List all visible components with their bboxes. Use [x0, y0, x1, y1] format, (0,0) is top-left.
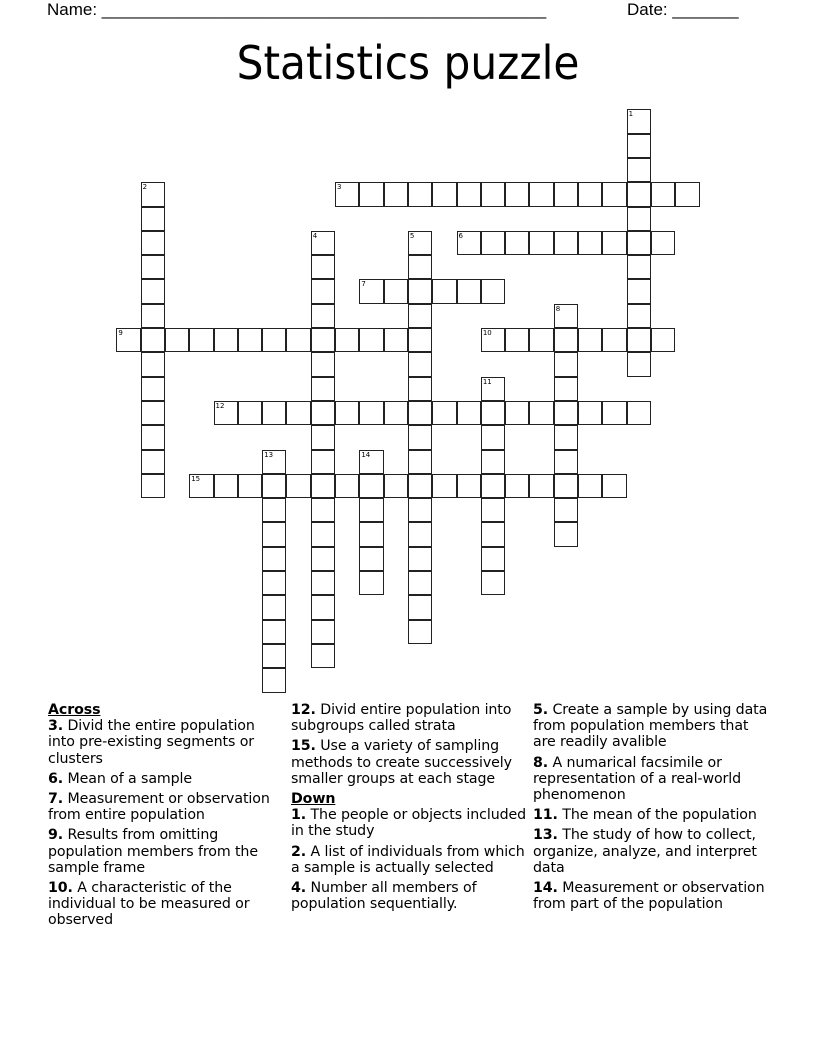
clue-number-label: 6: [458, 231, 463, 240]
grid-cell[interactable]: [286, 401, 310, 425]
grid-cell[interactable]: [189, 474, 213, 498]
clue-number: 3.: [48, 718, 64, 735]
grid-cell[interactable]: [238, 474, 262, 498]
grid-cell[interactable]: [311, 474, 335, 498]
grid-cell[interactable]: [262, 571, 286, 595]
grid-cell[interactable]: [529, 231, 553, 255]
grid-cell[interactable]: [141, 425, 165, 449]
clue-text: The study of how to collect, organize, analyze, and interpret data: [533, 827, 757, 876]
clue-item: [533, 807, 773, 823]
clue-number-label: 1: [628, 110, 634, 119]
grid-cell[interactable]: [554, 401, 578, 425]
grid-cell[interactable]: [408, 279, 432, 303]
grid-cell[interactable]: [651, 328, 675, 352]
grid-cell[interactable]: [384, 401, 408, 425]
grid-cell[interactable]: [602, 474, 626, 498]
name-field: Name: _______________________________________________: [47, 0, 547, 19]
clue-text: Measurement or observation from entire population: [48, 791, 270, 824]
grid-cell[interactable]: [262, 668, 286, 692]
grid-cell[interactable]: [554, 352, 578, 376]
grid-cell[interactable]: [627, 255, 651, 279]
clue-text: Divid the entire population into pre-existing segments or clusters: [48, 718, 255, 767]
clue-number: 2.: [291, 843, 307, 860]
grid-cell[interactable]: [627, 182, 651, 206]
grid-cell[interactable]: [554, 182, 578, 206]
grid-cell[interactable]: [359, 279, 383, 303]
grid-cell[interactable]: [214, 401, 238, 425]
grid-cell[interactable]: [359, 328, 383, 352]
grid-cell[interactable]: [408, 401, 432, 425]
grid-cell[interactable]: [529, 474, 553, 498]
grid-cell[interactable]: [141, 207, 165, 231]
across-heading: Across: [48, 702, 101, 718]
grid-cell[interactable]: [262, 401, 286, 425]
grid-cell[interactable]: [286, 474, 310, 498]
clue-number-label: 4: [312, 231, 318, 240]
grid-cell[interactable]: [675, 182, 699, 206]
grid-cell[interactable]: [554, 425, 578, 449]
grid-cell[interactable]: [238, 328, 262, 352]
clue-number-label: 11: [482, 377, 492, 386]
clue-number: 12.: [291, 702, 316, 718]
grid-cell[interactable]: [627, 158, 651, 182]
clue-number-label: 14: [361, 450, 371, 459]
grid-cell[interactable]: [214, 328, 238, 352]
clue-item: [291, 738, 531, 787]
clue-text: Use a variety of sampling methods to create successively smaller groups at each stage: [291, 738, 512, 787]
grid-cell[interactable]: [529, 328, 553, 352]
grid-cell[interactable]: [481, 279, 505, 303]
grid-cell[interactable]: [651, 182, 675, 206]
grid-cell[interactable]: [359, 401, 383, 425]
clue-text: Measurement or observation from part of the population: [533, 880, 765, 913]
grid-cell[interactable]: [408, 182, 432, 206]
clue-number: 14.: [533, 880, 558, 897]
grid-cell[interactable]: [481, 231, 505, 255]
grid-cell[interactable]: [408, 620, 432, 644]
grid-cell[interactable]: [505, 231, 529, 255]
grid-cell[interactable]: [141, 182, 165, 206]
clue-item: [48, 718, 283, 767]
grid-cell[interactable]: [627, 304, 651, 328]
grid-cell[interactable]: [505, 328, 529, 352]
grid-cell[interactable]: [359, 182, 383, 206]
grid-cell[interactable]: [432, 474, 456, 498]
clue-number-label: 2: [142, 183, 148, 192]
grid-cell[interactable]: [311, 522, 335, 546]
grid-cell[interactable]: [457, 231, 481, 255]
clue-item: [533, 827, 773, 876]
grid-cell[interactable]: [408, 474, 432, 498]
grid-cell[interactable]: [141, 377, 165, 401]
grid-cell[interactable]: [408, 425, 432, 449]
clue-number-label: 7: [361, 280, 366, 289]
clue-item: [533, 755, 773, 804]
grid-cell[interactable]: [554, 231, 578, 255]
clue-number: 13.: [533, 827, 558, 844]
grid-cell[interactable]: [311, 377, 335, 401]
grid-cell[interactable]: [408, 595, 432, 619]
grid-cell[interactable]: [432, 182, 456, 206]
grid-cell[interactable]: [141, 450, 165, 474]
grid-cell[interactable]: [262, 328, 286, 352]
grid-cell[interactable]: [481, 474, 505, 498]
grid-cell[interactable]: [311, 595, 335, 619]
grid-cell[interactable]: [165, 328, 189, 352]
grid-cell[interactable]: [408, 547, 432, 571]
grid-cell[interactable]: [457, 182, 481, 206]
grid-cell[interactable]: [311, 571, 335, 595]
clue-item: [291, 844, 531, 876]
clue-item: [48, 771, 283, 787]
grid-cell[interactable]: [432, 279, 456, 303]
clue-number: 1.: [291, 807, 307, 824]
grid-cell[interactable]: [432, 401, 456, 425]
clue-number: 5.: [533, 702, 549, 718]
clue-text: A list of individuals from which a sample is actually selected: [291, 843, 525, 876]
grid-cell[interactable]: [481, 401, 505, 425]
grid-cell[interactable]: [627, 207, 651, 231]
grid-cell[interactable]: [408, 498, 432, 522]
clue-number: 7.: [48, 791, 64, 808]
clue-number-label: 5: [409, 231, 415, 240]
grid-cell[interactable]: [214, 474, 238, 498]
grid-cell[interactable]: [408, 450, 432, 474]
grid-cell[interactable]: [141, 279, 165, 303]
grid-cell[interactable]: [554, 377, 578, 401]
grid-cell[interactable]: [651, 231, 675, 255]
grid-cell[interactable]: [141, 401, 165, 425]
grid-cell[interactable]: [554, 328, 578, 352]
grid-cell[interactable]: [627, 279, 651, 303]
grid-cell[interactable]: [141, 304, 165, 328]
down-heading: Down: [291, 791, 336, 808]
grid-cell[interactable]: [481, 328, 505, 352]
grid-cell[interactable]: [384, 474, 408, 498]
grid-cell[interactable]: [311, 401, 335, 425]
clue-item: [48, 791, 283, 823]
grid-cell[interactable]: [408, 352, 432, 376]
grid-cell[interactable]: [408, 571, 432, 595]
grid-cell[interactable]: [408, 255, 432, 279]
grid-cell[interactable]: [481, 547, 505, 571]
grid-cell[interactable]: [311, 255, 335, 279]
grid-cell[interactable]: [481, 498, 505, 522]
grid-cell[interactable]: [311, 498, 335, 522]
grid-cell[interactable]: [141, 328, 165, 352]
clue-number-label: 3: [337, 183, 342, 192]
clue-item: [291, 807, 531, 839]
grid-cell[interactable]: [627, 109, 651, 133]
clue-item: [533, 880, 773, 912]
grid-cell[interactable]: [359, 474, 383, 498]
grid-cell[interactable]: [602, 328, 626, 352]
grid-cell[interactable]: [578, 474, 602, 498]
grid-cell[interactable]: [554, 522, 578, 546]
grid-cell[interactable]: [408, 231, 432, 255]
grid-cell[interactable]: [311, 231, 335, 255]
page-title: Statistics puzzle: [236, 36, 580, 90]
grid-cell[interactable]: [262, 644, 286, 668]
clue-number: 4.: [291, 880, 307, 897]
grid-cell[interactable]: [311, 547, 335, 571]
grid-cell[interactable]: [262, 620, 286, 644]
grid-cell[interactable]: [384, 328, 408, 352]
grid-cell[interactable]: [335, 474, 359, 498]
clue-number-label: 10: [482, 329, 492, 337]
clue-number-label: 13: [264, 450, 274, 459]
grid-cell[interactable]: [189, 328, 213, 352]
grid-cell[interactable]: [554, 304, 578, 328]
clue-item: [291, 702, 531, 734]
grid-cell[interactable]: [554, 498, 578, 522]
grid-cell[interactable]: [578, 231, 602, 255]
clue-text: A characteristic of the individual to be measured or observed: [48, 880, 250, 929]
grid-cell[interactable]: [335, 328, 359, 352]
grid-cell[interactable]: [457, 279, 481, 303]
grid-cell[interactable]: [384, 182, 408, 206]
grid-cell[interactable]: [359, 522, 383, 546]
clue-number: 6.: [48, 770, 64, 787]
clue-number-label: 9: [118, 329, 123, 337]
clue-item: [48, 827, 283, 876]
grid-cell[interactable]: [602, 231, 626, 255]
clue-number: 9.: [48, 827, 64, 844]
clue-item: [533, 702, 773, 751]
grid-cell[interactable]: [262, 547, 286, 571]
grid-cell[interactable]: [408, 377, 432, 401]
clue-number: 8.: [533, 754, 549, 771]
clue-number: 15.: [291, 738, 316, 755]
grid-cell[interactable]: [578, 401, 602, 425]
grid-cell[interactable]: [529, 182, 553, 206]
grid-cell[interactable]: [359, 547, 383, 571]
grid-cell[interactable]: [262, 595, 286, 619]
clue-number-label: 15: [191, 474, 201, 483]
clue-item: [48, 880, 283, 929]
grid-cell[interactable]: [262, 522, 286, 546]
clue-text: Number all members of population sequentially.: [291, 880, 477, 913]
grid-cell[interactable]: [141, 255, 165, 279]
grid-cell[interactable]: [335, 182, 359, 206]
grid-cell[interactable]: [262, 474, 286, 498]
clue-item: [291, 880, 531, 912]
grid-cell[interactable]: [311, 352, 335, 376]
clue-text: The mean of the population: [562, 807, 757, 824]
grid-cell[interactable]: [481, 571, 505, 595]
grid-cell[interactable]: [627, 401, 651, 425]
grid-cell[interactable]: [311, 304, 335, 328]
grid-cell[interactable]: [602, 401, 626, 425]
grid-cell[interactable]: [286, 328, 310, 352]
grid-cell[interactable]: [116, 328, 140, 352]
grid-cell[interactable]: [141, 474, 165, 498]
grid-cell[interactable]: [627, 134, 651, 158]
grid-cell[interactable]: [505, 182, 529, 206]
grid-cell[interactable]: [457, 474, 481, 498]
grid-cell[interactable]: [359, 498, 383, 522]
grid-cell[interactable]: [481, 450, 505, 474]
clue-number-label: 12: [215, 401, 225, 410]
clue-number-label: 8: [555, 304, 561, 313]
grid-cell[interactable]: [627, 231, 651, 255]
grid-cell[interactable]: [627, 328, 651, 352]
clue-text: Divid entire population into subgroups called strata: [291, 702, 512, 735]
grid-cell[interactable]: [554, 474, 578, 498]
clue-text: A numarical facsimile or representation of a real-world phenomenon: [533, 754, 742, 804]
grid-cell[interactable]: [505, 401, 529, 425]
clues-column-2: [291, 702, 531, 916]
grid-cell[interactable]: [602, 182, 626, 206]
grid-cell[interactable]: [262, 450, 286, 474]
grid-cell[interactable]: [311, 328, 335, 352]
grid-cell[interactable]: [141, 231, 165, 255]
grid-cell[interactable]: [384, 279, 408, 303]
clue-text: Results from omitting population members from the sample frame: [48, 827, 258, 876]
clue-number: 10.: [48, 880, 73, 897]
grid-cell[interactable]: [311, 425, 335, 449]
grid-cell[interactable]: [554, 450, 578, 474]
clues-column-3: [533, 702, 773, 916]
clue-text: Create a sample by using data from population members that are readily avalible: [533, 702, 768, 751]
grid-cell[interactable]: [481, 377, 505, 401]
grid-cell[interactable]: [335, 401, 359, 425]
grid-cell[interactable]: [141, 352, 165, 376]
grid-cell[interactable]: [359, 450, 383, 474]
grid-cell[interactable]: [578, 328, 602, 352]
grid-cell[interactable]: [481, 182, 505, 206]
clue-text: Mean of a sample: [67, 770, 193, 787]
grid-cell[interactable]: [481, 425, 505, 449]
grid-cell[interactable]: [311, 620, 335, 644]
clue-number: 11.: [533, 807, 558, 824]
date-field: Date: _______: [627, 0, 739, 19]
grid-cell[interactable]: [311, 450, 335, 474]
clue-text: The people or objects included in the study: [291, 807, 527, 840]
grid-cell[interactable]: [578, 182, 602, 206]
grid-cell[interactable]: [457, 401, 481, 425]
grid-cell[interactable]: [408, 522, 432, 546]
grid-cell[interactable]: [311, 279, 335, 303]
grid-cell[interactable]: [408, 328, 432, 352]
grid-cell[interactable]: [311, 644, 335, 668]
grid-cell[interactable]: [505, 474, 529, 498]
clues-column-1: [48, 702, 283, 933]
grid-cell[interactable]: [529, 401, 553, 425]
grid-cell[interactable]: [408, 304, 432, 328]
grid-cell[interactable]: [238, 401, 262, 425]
grid-cell[interactable]: [627, 352, 651, 376]
grid-cell[interactable]: [262, 498, 286, 522]
grid-cell[interactable]: [481, 522, 505, 546]
grid-cell[interactable]: [359, 571, 383, 595]
